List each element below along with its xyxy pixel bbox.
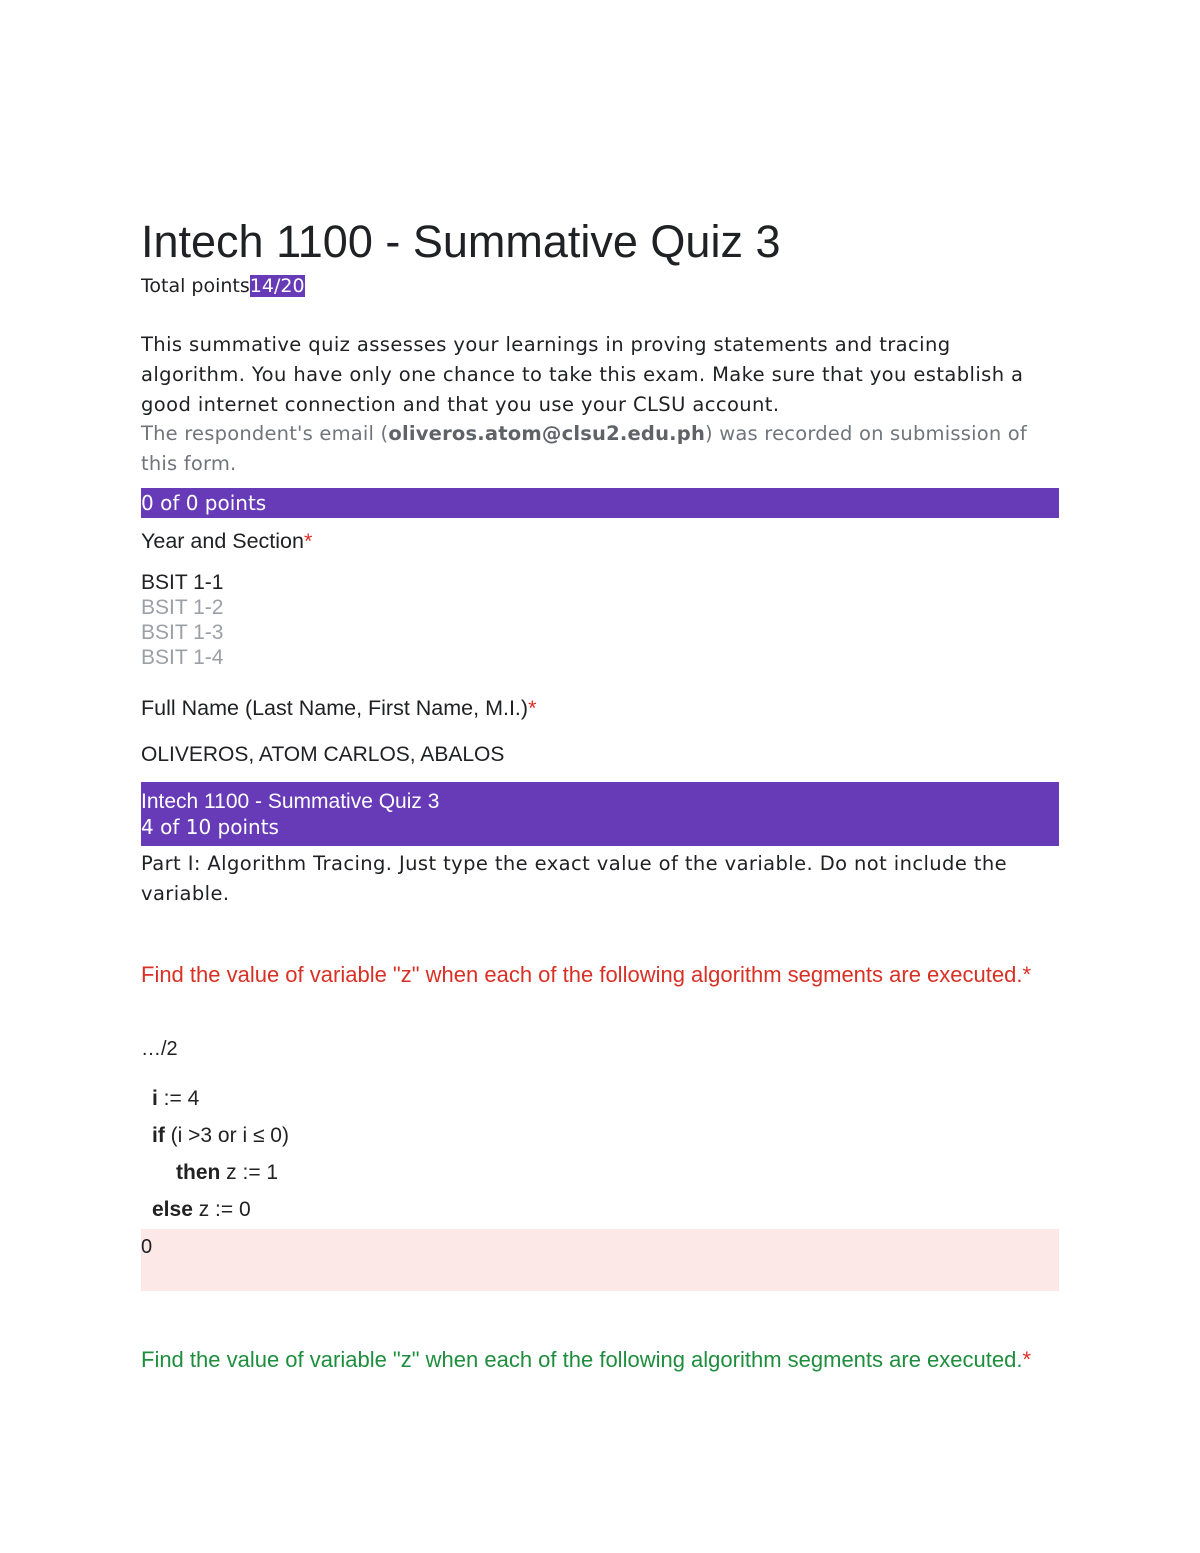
required-asterisk: * bbox=[303, 529, 313, 553]
option-bsit-1-3[interactable]: BSIT 1-3 bbox=[141, 621, 224, 644]
full-name-answer: OLIVEROS, ATOM CARLOS, ABALOS bbox=[141, 743, 505, 766]
required-asterisk: * bbox=[528, 696, 537, 720]
algorithm-code-image bbox=[152, 1080, 289, 1228]
email-note-suffix: ) was recorded on submission of this form. bbox=[141, 422, 1027, 475]
question-1-score: …/2 bbox=[141, 1038, 178, 1060]
respondent-email: oliveros.atom@clsu2.edu.ph bbox=[388, 422, 706, 445]
section-points: 4 of 10 points bbox=[141, 815, 279, 839]
email-note-prefix: The respondent's email ( bbox=[141, 422, 389, 445]
required-asterisk: * bbox=[1022, 1347, 1032, 1372]
answer-value: 0 bbox=[141, 1236, 153, 1258]
question-1-answer-incorrect bbox=[141, 1229, 1059, 1291]
required-asterisk: * bbox=[1022, 962, 1032, 987]
year-section-options bbox=[141, 570, 223, 670]
option-bsit-1-1[interactable]: BSIT 1-1 bbox=[141, 571, 224, 594]
question-2-text: Find the value of variable "z" when each of the following algorithm segments are executed.* bbox=[141, 1347, 1032, 1372]
year-section-label: Year and Section* bbox=[141, 529, 313, 553]
form-title: Intech 1100 - Summative Quiz 3 bbox=[141, 216, 781, 267]
question-1-text: Find the value of variable "z" when each of the following algorithm segments are executed.* bbox=[141, 962, 1032, 987]
total-score-badge: 14/20 bbox=[249, 275, 305, 297]
option-bsit-1-2[interactable]: BSIT 1-2 bbox=[141, 596, 224, 619]
form-description: This summative quiz assesses your learnings in proving statements and tracing algorithm. You have only one chance to take this exam. Make sure that you establish a good internet connection and that you use your CLSU account. bbox=[141, 333, 1024, 416]
email-recorded-note bbox=[141, 419, 1059, 479]
code-line: if (i >3 or i ≤ 0) bbox=[152, 1124, 289, 1147]
section-header-quiz bbox=[141, 782, 1059, 846]
code-line: then z := 1 bbox=[176, 1161, 279, 1184]
option-bsit-1-4[interactable]: BSIT 1-4 bbox=[141, 646, 224, 669]
section-title: Intech 1100 - Summative Quiz 3 bbox=[141, 790, 440, 813]
section-header-points: 0 of 0 points bbox=[141, 488, 1059, 518]
code-line: i := 4 bbox=[152, 1087, 200, 1110]
total-points-label: Total points bbox=[141, 275, 250, 297]
total-points bbox=[141, 273, 305, 299]
part-description: Part I: Algorithm Tracing. Just type the exact value of the variable. Do not include the variable. bbox=[141, 852, 1008, 905]
full-name-label: Full Name (Last Name, First Name, M.I.)* bbox=[141, 696, 537, 720]
code-line: else z := 0 bbox=[152, 1198, 251, 1221]
